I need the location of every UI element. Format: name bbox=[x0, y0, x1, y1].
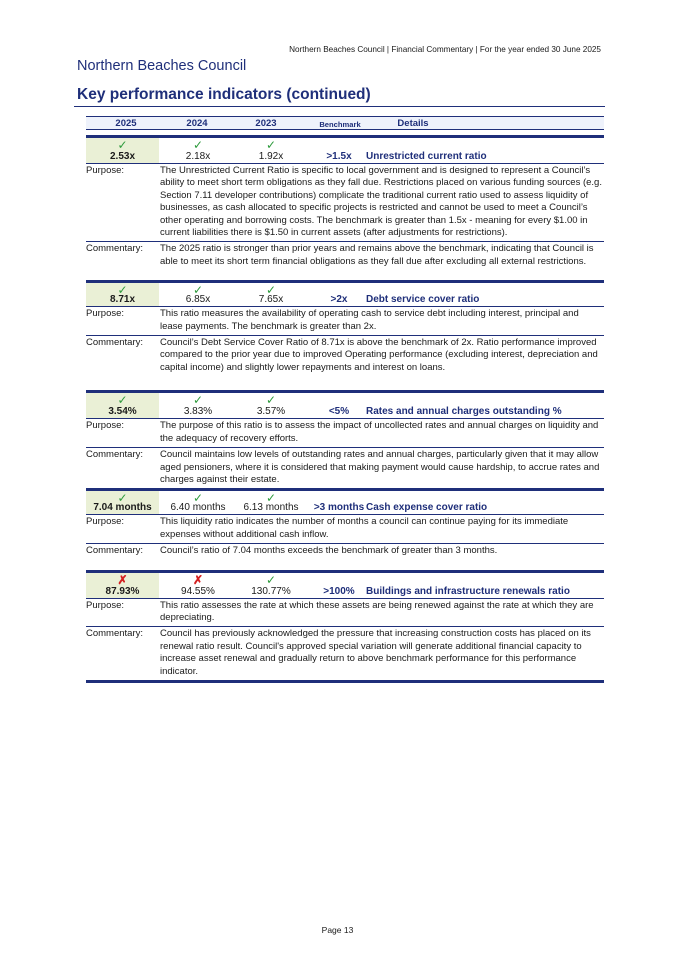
table-end-rule bbox=[86, 681, 604, 683]
check-icon: ✓ bbox=[117, 138, 128, 152]
commentary-text: Council’s ratio of 7.04 months exceeds the benchmark of greater than 3 months. bbox=[160, 545, 498, 557]
commentary-row bbox=[86, 627, 604, 681]
purpose-row bbox=[86, 164, 604, 242]
page-number: Page 13 bbox=[321, 925, 354, 935]
kpi-value-2024: 6.40 months bbox=[170, 502, 226, 514]
kpi-value-2025: 2.53x bbox=[109, 151, 136, 162]
kpi-block bbox=[86, 281, 604, 391]
purpose-text: The Unrestricted Current Ratio is specific to local government and is designed to represent a Council’s ability to meet short term obligations as they fall due. Restrictions placed on various funding sources (e.g. Section 7.11 developer contributions) complicate the traditional current ratio used to assess liquidity of businesses, as cash allocated to specific projects is restricted and cannot be used to meet a Council’s other operating and borrowing costs. The benchmark is greater than 1.5x - meaning for every $1.00 in current liabilities there is $1.50 in current assets (after adjustments for restrictions). bbox=[160, 165, 602, 239]
cross-icon: ✗ bbox=[192, 572, 204, 587]
purpose-row bbox=[86, 599, 604, 628]
purpose-text: This ratio measures the availability of operating cash to service debt including interest, principal and lease payments. The benchmark is greater than 2x. bbox=[160, 308, 579, 332]
kpi-value-2023: 7.65x bbox=[258, 294, 284, 306]
kpi-block bbox=[86, 571, 604, 681]
kpi-benchmark: <5% bbox=[328, 406, 350, 418]
purpose-label: Purpose: bbox=[86, 308, 125, 320]
check-icon: ✓ bbox=[117, 393, 128, 408]
kpi-value-2025: 87.93% bbox=[105, 585, 140, 597]
kpi-heading-row bbox=[86, 136, 604, 164]
kpi-value-2023: 3.57% bbox=[256, 406, 286, 418]
kpi-block bbox=[86, 391, 604, 489]
kpi-value-2023: 1.92x bbox=[258, 151, 284, 162]
purpose-row bbox=[86, 307, 604, 336]
purpose-text: This liquidity ratio indicates the number of months a council can continue paying for its immediate expenses without additional cash inflow. bbox=[160, 516, 569, 540]
kpi-name: Cash expense cover ratio bbox=[366, 502, 488, 514]
kpi-value-2023: 130.77% bbox=[251, 585, 291, 597]
purpose-label: Purpose: bbox=[86, 165, 125, 176]
kpi-table bbox=[86, 116, 604, 683]
check-icon: ✓ bbox=[265, 572, 277, 587]
commentary-label: Commentary: bbox=[86, 337, 144, 349]
check-icon: ✓ bbox=[265, 283, 277, 298]
commentary-row bbox=[86, 336, 604, 391]
purpose-row bbox=[86, 515, 604, 544]
check-icon: ✓ bbox=[192, 393, 204, 408]
kpi-block bbox=[86, 136, 604, 281]
header-benchmark: Benchmark bbox=[319, 119, 361, 129]
commentary-text: The 2025 ratio is stronger than prior years and remains above the benchmark, indicating that Council is able to meet its short term financial obligations as they fall due after excluding all external restrictions. bbox=[160, 243, 594, 267]
kpi-block bbox=[86, 489, 604, 570]
kpi-benchmark: >2x bbox=[330, 294, 348, 306]
kpi-value-2025: 8.71x bbox=[109, 294, 136, 306]
commentary-row bbox=[86, 448, 604, 489]
check-icon: ✓ bbox=[265, 393, 277, 408]
commentary-row bbox=[86, 544, 604, 570]
kpi-value-2025: 7.04 months bbox=[93, 502, 152, 514]
kpi-heading-row bbox=[86, 571, 604, 599]
kpi-name: Rates and annual charges outstanding % bbox=[366, 406, 562, 418]
section-title: Key performance indicators (continued) bbox=[77, 86, 371, 103]
check-icon: ✓ bbox=[192, 491, 204, 506]
purpose-text: The purpose of this ratio is to assess the impact of uncollected rates and annual charges on liquidity and the adequacy of recovery efforts. bbox=[160, 420, 599, 444]
purpose-label: Purpose: bbox=[86, 599, 125, 611]
kpi-value-2025: 3.54% bbox=[108, 406, 137, 418]
kpi-value-2024: 6.85x bbox=[185, 294, 211, 306]
kpi-benchmark: >1.5x bbox=[326, 151, 352, 162]
kpi-name: Unrestricted current ratio bbox=[366, 151, 487, 162]
header-2025: 2025 bbox=[115, 118, 137, 129]
kpi-value-2024: 94.55% bbox=[181, 585, 215, 597]
check-icon: ✓ bbox=[265, 138, 277, 152]
purpose-text: This ratio assesses the rate at which these assets are being renewed against the rate at which they are depreciating. bbox=[160, 599, 594, 623]
commentary-label: Commentary: bbox=[86, 628, 144, 640]
kpi-name: Debt service cover ratio bbox=[366, 294, 480, 306]
commentary-text: Council maintains low levels of outstanding rates and annual charges, particularly given that it may allow aged pensioners, where it is considered that making payment would cause hardship, to accrue rates and charges against their estate. bbox=[160, 449, 600, 485]
organisation-name: Northern Beaches Council bbox=[77, 58, 247, 74]
kpi-value-2023: 6.13 months bbox=[243, 502, 299, 514]
kpi-heading-row bbox=[86, 281, 604, 307]
kpi-benchmark: >3 months bbox=[313, 502, 365, 514]
check-icon: ✓ bbox=[192, 138, 204, 152]
kpi-heading-row bbox=[86, 489, 604, 515]
cross-icon: ✗ bbox=[117, 572, 128, 587]
kpi-benchmark: >100% bbox=[323, 585, 355, 597]
commentary-row bbox=[86, 242, 604, 281]
commentary-text: Council has previously acknowledged the pressure that increasing construction costs has placed on its renewal ratio result. Council's approved special variation will generate additional financial capacity to increase asset renewal and gradually return to above benchmark performance for this performance indicator. bbox=[160, 628, 591, 677]
running-head: Northern Beaches Council | Financial Commentary | For the year ended 30 June 2025 bbox=[289, 45, 601, 54]
kpi-list bbox=[86, 136, 604, 681]
check-icon: ✓ bbox=[117, 491, 128, 506]
purpose-label: Purpose: bbox=[86, 516, 125, 528]
kpi-heading-row bbox=[86, 391, 604, 419]
title-divider bbox=[74, 106, 605, 107]
check-icon: ✓ bbox=[117, 283, 128, 298]
check-icon: ✓ bbox=[265, 491, 277, 506]
commentary-label: Commentary: bbox=[86, 545, 144, 557]
header-details: Details bbox=[397, 118, 429, 129]
header-2023: 2023 bbox=[255, 118, 277, 129]
kpi-name: Buildings and infrastructure renewals ratio bbox=[366, 585, 570, 597]
commentary-text: Council’s Debt Service Cover Ratio of 8.71x is above the benchmark of 2x. Ratio performance improved compared to the prior year due to improved Operating performance (excluding interest, depreciation and capital income) and slightly lower repayments and interest on loans. bbox=[160, 337, 598, 373]
table-header-row bbox=[86, 116, 604, 130]
purpose-label: Purpose: bbox=[86, 420, 125, 432]
kpi-value-2024: 3.83% bbox=[183, 406, 213, 418]
header-2024: 2024 bbox=[186, 118, 208, 129]
kpi-value-2024: 2.18x bbox=[185, 151, 211, 162]
purpose-row bbox=[86, 419, 604, 448]
commentary-label: Commentary: bbox=[86, 243, 144, 255]
commentary-label: Commentary: bbox=[86, 449, 144, 461]
check-icon: ✓ bbox=[192, 283, 204, 298]
